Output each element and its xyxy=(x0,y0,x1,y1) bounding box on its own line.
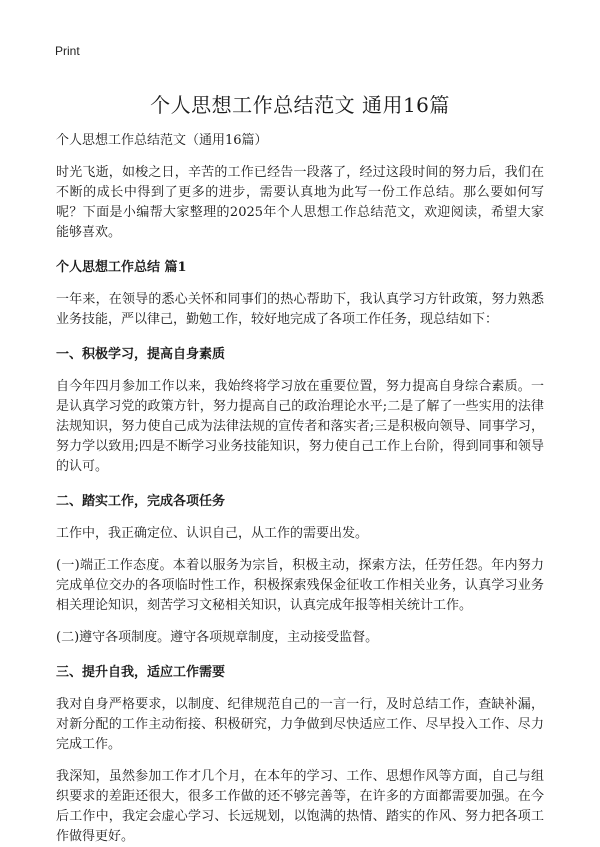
section-heading: 个人思想工作总结 篇1 xyxy=(56,260,187,275)
section-intro-paragraph: 一年来，在领导的悉心关怀和同事们的热心帮助下，我认真学习方针政策，努力熟悉业务技能，严以律己，勤勉工作，较好地完成了各项工作任务，现总结如下： xyxy=(56,292,544,327)
part2-paragraph-1: 工作中，我正确定位、认识自己，从工作的需要出发。 xyxy=(56,526,369,541)
print-link[interactable]: Print xyxy=(55,44,80,58)
part2-heading: 二、踏实工作，完成各项任务 xyxy=(56,494,226,509)
document-subtitle: 个人思想工作总结范文（通用16篇） xyxy=(56,133,268,148)
part2-paragraph-2: (一)端正工作态度。本着以服务为宗旨，积极主动，探索方法，任劳任怨。年内努力完成单位交办的各项临时性工作，积极探索残保金征收工作相关业务，认真学习业务相关理论知识，刻苦学习文秘相关知识，认真完成年报等相关统计工作。 xyxy=(56,558,544,613)
part3-heading: 三、提升自我，适应工作需要 xyxy=(56,665,226,680)
part3-paragraph-1: 我对自身严格要求，以制度、纪律规范自己的一言一行，及时总结工作，查缺补漏，对新分配的工作主动衔接、积极研究，力争做到尽快适应工作、尽早投入工作、尽力完成工作。 xyxy=(56,697,544,752)
part1-paragraph: 自今年四月参加工作以来，我始终将学习放在重要位置，努力提高自身综合素质。一是认真学习党的政策方针，努力提高自己的政治理论水平;二是了解了一些实用的法律法规知识，努力使自己成为法律法规的宣传者和落实者;三是积极向领导、同事学习，努力学以致用;四是不断学习业务技能知识，努力使自己工作上台阶，得到同事和领导的认可。 xyxy=(56,379,544,474)
part3-paragraph-2: 我深知，虽然参加工作才几个月，在本年的学习、工作、思想作风等方面，自己与组织要求的差距还很大，很多工作做的还不够完善等，在许多的方面都需要加强。在今后工作中，我定会虚心学习、长远规划，以饱满的热情、踏实的作风、努力把各项工作做得更好。 xyxy=(56,769,544,844)
part2-paragraph-3: (二)遵守各项制度。遵守各项规章制度，主动接受监督。 xyxy=(56,630,379,645)
intro-paragraph: 时光飞逝，如梭之日，辛苦的工作已经告一段落了，经过这段时间的努力后，我们在不断的成长中得到了更多的进步，需要认真地为此写一份工作总结。那么要如何写呢？下面是小编帮大家整理的2025年个人思想工作总结范文，欢迎阅读，希望大家能够喜欢。 xyxy=(56,165,544,240)
part1-heading: 一、积极学习，提高自身素质 xyxy=(56,347,226,362)
document-title: 个人思想工作总结范文 通用16篇 xyxy=(150,93,450,117)
